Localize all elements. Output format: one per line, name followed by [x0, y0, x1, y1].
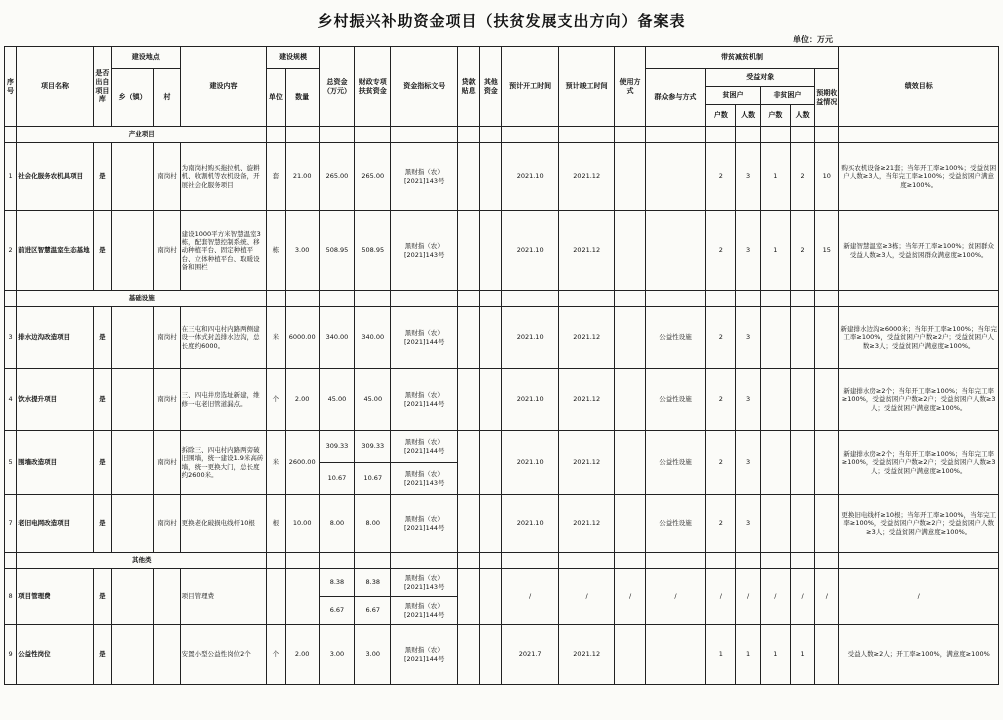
section-blank: [458, 553, 480, 569]
section-blank: [355, 127, 391, 143]
hdr-mechanism: 带贫减贫机制: [645, 47, 839, 69]
section-blank: [391, 553, 458, 569]
row-township: [111, 625, 153, 685]
row-township: [111, 369, 153, 431]
row-seq: 3: [5, 307, 17, 369]
row-poor-people: 1: [736, 625, 760, 685]
section-blank: [5, 127, 17, 143]
row-total: 8.00: [319, 495, 354, 553]
row-nonpoor-people: /: [790, 569, 814, 625]
row-unit: 栋: [267, 211, 285, 291]
section-blank: [839, 553, 999, 569]
section-blank: [645, 553, 706, 569]
hdr-doc: 资金指标文号: [391, 47, 458, 127]
row-content: 在三屯和四屯村内路两侧建设一体式封盖排水边沟，总长度约6000。: [180, 307, 267, 369]
row-in-library: 是: [93, 143, 111, 211]
row-seq: 7: [5, 495, 17, 553]
row-content: 为南岗村购买拖拉机、旋耕机、收割机等农机设备，开展社会化服务项目: [180, 143, 267, 211]
row-poor-people: 3: [736, 143, 760, 211]
row-end: 2021.12: [558, 431, 615, 495]
hdr-location: 建设地点: [111, 47, 180, 69]
section-blank: [760, 127, 790, 143]
row-usage: [615, 143, 645, 211]
row-village: 南岗村: [154, 143, 180, 211]
section-blank: [480, 127, 502, 143]
row-poor-people: /: [736, 569, 760, 625]
row-income: 15: [815, 211, 839, 291]
hdr-village: 村: [154, 69, 180, 127]
section-blank: [391, 127, 458, 143]
row-goal: 受益人数≥2人；开工率≥100%，满意度≥100%: [839, 625, 999, 685]
row-project-name: 围墙改造项目: [17, 431, 94, 495]
hdr-fiscal: 财政专项扶贫资金: [355, 47, 391, 127]
row-in-library: 是: [93, 369, 111, 431]
section-blank: [391, 291, 458, 307]
row-nonpoor-households: 1: [760, 211, 790, 291]
hdr-end: 预计竣工时间: [558, 47, 615, 127]
section-blank: [706, 127, 736, 143]
hdr-township: 乡（镇）: [111, 69, 153, 127]
row-nonpoor-households: [760, 495, 790, 553]
row-usage: [615, 307, 645, 369]
row-nonpoor-households: 1: [760, 143, 790, 211]
row-end: 2021.12: [558, 369, 615, 431]
row-start: /: [502, 569, 559, 625]
hdr-poor-households: 户数: [706, 105, 736, 127]
document-title: 乡村振兴补助资金项目（扶贫发展支出方向）备案表: [317, 12, 686, 30]
row-unit: 米: [267, 307, 285, 369]
row-fiscal-2: 6.67: [355, 597, 391, 625]
section-blank: [645, 127, 706, 143]
row-participation: 公益性设施: [645, 431, 706, 495]
row-usage: [615, 369, 645, 431]
row-content: 项目管理费: [180, 569, 267, 625]
row-participation: /: [645, 569, 706, 625]
row-loan: [458, 569, 480, 625]
row-end: 2021.12: [558, 625, 615, 685]
table-row: [5, 569, 999, 597]
hdr-qty: 数量: [285, 69, 319, 127]
row-poor-households: 2: [706, 369, 736, 431]
row-income: [815, 369, 839, 431]
section-blank: [480, 553, 502, 569]
row-poor-people: 3: [736, 211, 760, 291]
row-doc: 黑财指（农）[2021]144号: [391, 495, 458, 553]
row-usage: [615, 625, 645, 685]
row-other: [480, 143, 502, 211]
row-content: 更换老化破损电线杆10根: [180, 495, 267, 553]
row-end: 2021.12: [558, 143, 615, 211]
hdr-income: 预期收益情况: [815, 69, 839, 127]
row-total-2: 6.67: [319, 597, 354, 625]
hdr-other: 其他资金: [480, 47, 502, 127]
row-start: 2021.10: [502, 307, 559, 369]
section-row: [5, 291, 999, 307]
section-blank: [736, 127, 760, 143]
section-blank: [839, 291, 999, 307]
row-start: 2021.10: [502, 431, 559, 495]
section-blank: [319, 553, 354, 569]
hdr-name: 项目名称: [17, 47, 94, 127]
row-goal: 更换旧电线杆≥10根；当年开工率≥100%，当年完工率≥100%，受益贫困户户数≥2户；受益贫困户人数≥3人；受益贫困户满意度≥100%。: [839, 495, 999, 553]
row-township: [111, 569, 153, 625]
row-goal: 购买农机设备≥21套；当年开工率≥100%；受益贫困户人数≥3人，当年完工率≥100%；受益贫困户满意度≥100%。: [839, 143, 999, 211]
row-loan: [458, 143, 480, 211]
section-blank: [502, 553, 559, 569]
table-row: [5, 211, 999, 291]
row-total: 340.00: [319, 307, 354, 369]
row-qty: 2600.00: [285, 431, 319, 495]
section-blank: [355, 553, 391, 569]
section-blank: [615, 127, 645, 143]
hdr-goal: 绩效目标: [839, 47, 999, 127]
section-blank: [319, 291, 354, 307]
row-village: 南岗村: [154, 431, 180, 495]
section-blank: [558, 127, 615, 143]
section-title-infra: 基础设施: [17, 291, 267, 307]
row-in-library: 是: [93, 211, 111, 291]
row-total: 3.00: [319, 625, 354, 685]
section-title-industry: 产业项目: [17, 127, 267, 143]
row-nonpoor-people: 2: [790, 143, 814, 211]
row-unit: 个: [267, 369, 285, 431]
row-nonpoor-households: /: [760, 569, 790, 625]
section-blank: [558, 553, 615, 569]
row-other: [480, 569, 502, 625]
row-seq: 9: [5, 625, 17, 685]
section-blank: [790, 553, 814, 569]
row-doc: 黑财指（农）[2021]144号: [391, 307, 458, 369]
section-blank: [267, 291, 285, 307]
section-blank: [790, 127, 814, 143]
row-end: 2021.12: [558, 495, 615, 553]
row-total: 309.33: [319, 431, 354, 463]
row-seq: 1: [5, 143, 17, 211]
row-in-library: 是: [93, 431, 111, 495]
table-row: [5, 307, 999, 369]
row-poor-households: 2: [706, 211, 736, 291]
section-blank: [706, 291, 736, 307]
row-project-name: 公益性岗位: [17, 625, 94, 685]
section-blank: [815, 553, 839, 569]
row-doc: 黑财指（农）[2021]143号: [391, 569, 458, 597]
row-doc: 黑财指（农）[2021]143号: [391, 143, 458, 211]
row-goal: 新建排水房≥2个；当年开工率≥100%；当年完工率≥100%，受益贫困户户数≥2户；受益贫困户人数≥3人；受益贫困户满意度≥100%。: [839, 369, 999, 431]
row-poor-households: 1: [706, 625, 736, 685]
row-end: 2021.12: [558, 307, 615, 369]
table-row: [5, 495, 999, 553]
row-nonpoor-people: [790, 307, 814, 369]
section-blank: [285, 127, 319, 143]
table-row: [5, 143, 999, 211]
hdr-beneficiaries: 受益对象: [706, 69, 815, 87]
record-table: [4, 46, 999, 685]
row-usage: [615, 495, 645, 553]
hdr-start: 预计开工时间: [502, 47, 559, 127]
row-poor-households: 2: [706, 143, 736, 211]
row-nonpoor-people: 2: [790, 211, 814, 291]
row-fiscal: 508.95: [355, 211, 391, 291]
section-blank: [458, 291, 480, 307]
row-fiscal: 3.00: [355, 625, 391, 685]
row-village: [154, 625, 180, 685]
section-blank: [5, 291, 17, 307]
row-village: 南岗村: [154, 307, 180, 369]
row-total: 508.95: [319, 211, 354, 291]
row-village: 南岗村: [154, 211, 180, 291]
table-row: [5, 369, 999, 431]
row-end: /: [558, 569, 615, 625]
table-row: [5, 431, 999, 463]
row-doc-2: 黑财指（农）[2021]143号: [391, 463, 458, 495]
row-seq: 4: [5, 369, 17, 431]
section-blank: [355, 291, 391, 307]
row-fiscal: 309.33: [355, 431, 391, 463]
section-blank: [839, 127, 999, 143]
row-doc: 黑财指（农）[2021]143号: [391, 211, 458, 291]
row-qty: 6000.00: [285, 307, 319, 369]
row-loan: [458, 431, 480, 495]
section-blank: [615, 291, 645, 307]
row-loan: [458, 495, 480, 553]
row-nonpoor-people: 1: [790, 625, 814, 685]
row-project-name: 社会化服务农机具项目: [17, 143, 94, 211]
row-unit: 个: [267, 625, 285, 685]
row-poor-households: 2: [706, 495, 736, 553]
row-content: 安置小型公益性岗位2个: [180, 625, 267, 685]
hdr-nonpoor: 非贫困户: [760, 87, 814, 105]
row-nonpoor-households: [760, 369, 790, 431]
section-blank: [760, 291, 790, 307]
section-blank: [645, 291, 706, 307]
section-row: [5, 127, 999, 143]
row-in-library: 是: [93, 625, 111, 685]
row-qty: 2.00: [285, 369, 319, 431]
section-blank: [502, 127, 559, 143]
section-blank: [815, 127, 839, 143]
row-qty: 10.00: [285, 495, 319, 553]
section-blank: [558, 291, 615, 307]
section-blank: [285, 553, 319, 569]
row-participation: [645, 143, 706, 211]
row-nonpoor-people: [790, 495, 814, 553]
row-income: 10: [815, 143, 839, 211]
section-blank: [267, 553, 285, 569]
section-blank: [502, 291, 559, 307]
row-qty: 21.00: [285, 143, 319, 211]
row-project-name: 项目管理费: [17, 569, 94, 625]
section-blank: [480, 291, 502, 307]
row-total: 8.38: [319, 569, 354, 597]
row-content: 三、四屯井房选址新建，维修一屯老旧管道漏点。: [180, 369, 267, 431]
row-poor-people: 3: [736, 431, 760, 495]
row-other: [480, 307, 502, 369]
row-qty: [285, 569, 319, 625]
hdr-loan: 贷款贴息: [458, 47, 480, 127]
row-poor-households: 2: [706, 431, 736, 495]
row-poor-households: 2: [706, 307, 736, 369]
section-blank: [319, 127, 354, 143]
row-village: 南岗村: [154, 495, 180, 553]
row-participation: 公益性设施: [645, 307, 706, 369]
row-project-name: 老旧电网改造项目: [17, 495, 94, 553]
row-in-library: 是: [93, 307, 111, 369]
row-village: [154, 569, 180, 625]
hdr-seq: 序号: [5, 47, 17, 127]
row-in-library: 是: [93, 569, 111, 625]
row-township: [111, 307, 153, 369]
row-goal: 新建排水房≥2个；当年开工率≥100%；当年完工率≥100%，受益贫困户户数≥2户；受益贫困户人数≥3人；受益贫困户满意度≥100%。: [839, 431, 999, 495]
hdr-participation: 群众参与方式: [645, 69, 706, 127]
row-seq: 5: [5, 431, 17, 495]
section-blank: [5, 553, 17, 569]
hdr-nonpoor-people: 人数: [790, 105, 814, 127]
row-end: 2021.12: [558, 211, 615, 291]
unit-label: 单位：万元: [793, 35, 833, 44]
row-township: [111, 143, 153, 211]
row-seq: 2: [5, 211, 17, 291]
section-blank: [615, 553, 645, 569]
row-goal: /: [839, 569, 999, 625]
section-row: [5, 553, 999, 569]
row-doc: 黑财指（农）[2021]144号: [391, 431, 458, 463]
row-unit: 套: [267, 143, 285, 211]
row-start: 2021.10: [502, 495, 559, 553]
row-goal: 新建智慧温室≥3栋；当年开工率≥100%；贫困群众受益人数≥3人，受益贫困群众满意度≥100%。: [839, 211, 999, 291]
row-poor-people: 3: [736, 307, 760, 369]
row-total: 45.00: [319, 369, 354, 431]
row-fiscal: 265.00: [355, 143, 391, 211]
section-blank: [736, 291, 760, 307]
row-usage: [615, 211, 645, 291]
hdr-scale: 建设规模: [267, 47, 319, 69]
row-nonpoor-households: 1: [760, 625, 790, 685]
row-other: [480, 625, 502, 685]
row-nonpoor-people: [790, 431, 814, 495]
section-title-other: 其他类: [17, 553, 267, 569]
section-blank: [458, 127, 480, 143]
row-participation: [645, 625, 706, 685]
section-blank: [285, 291, 319, 307]
row-income: /: [815, 569, 839, 625]
row-total-2: 10.67: [319, 463, 354, 495]
row-income: [815, 495, 839, 553]
row-start: 2021.10: [502, 143, 559, 211]
section-blank: [736, 553, 760, 569]
row-village: 南岗村: [154, 369, 180, 431]
row-other: [480, 369, 502, 431]
hdr-poor-people: 人数: [736, 105, 760, 127]
row-income: [815, 307, 839, 369]
row-unit: 米: [267, 431, 285, 495]
section-blank: [706, 553, 736, 569]
row-qty: 3.00: [285, 211, 319, 291]
row-poor-households: /: [706, 569, 736, 625]
row-income: [815, 431, 839, 495]
row-fiscal: 8.38: [355, 569, 391, 597]
row-other: [480, 495, 502, 553]
row-in-library: 是: [93, 495, 111, 553]
row-participation: [645, 211, 706, 291]
hdr-nonpoor-households: 户数: [760, 105, 790, 127]
row-usage: [615, 431, 645, 495]
row-other: [480, 211, 502, 291]
row-township: [111, 431, 153, 495]
section-blank: [760, 553, 790, 569]
row-nonpoor-people: [790, 369, 814, 431]
hdr-content: 建设内容: [180, 47, 267, 127]
row-goal: 新建排水边沟≥6000米；当年开工率≥100%；当年完工率≥100%，受益贫困户户数≥2户；受益贫困户人数≥3人；受益贫困户满意度≥100%。: [839, 307, 999, 369]
row-total: 265.00: [319, 143, 354, 211]
row-doc-2: 黑财指（农）[2021]144号: [391, 597, 458, 625]
row-township: [111, 495, 153, 553]
row-nonpoor-households: [760, 431, 790, 495]
row-project-name: 前进区智慧温室生态基地: [17, 211, 94, 291]
row-seq: 8: [5, 569, 17, 625]
row-participation: 公益性设施: [645, 495, 706, 553]
row-start: 2021.10: [502, 211, 559, 291]
row-loan: [458, 625, 480, 685]
row-project-name: 排水边沟改造项目: [17, 307, 94, 369]
row-fiscal: 340.00: [355, 307, 391, 369]
row-start: 2021.7: [502, 625, 559, 685]
row-loan: [458, 211, 480, 291]
section-blank: [815, 291, 839, 307]
hdr-total: 总资金（万元）: [319, 47, 354, 127]
row-participation: 公益性设施: [645, 369, 706, 431]
hdr-poor: 贫困户: [706, 87, 760, 105]
row-loan: [458, 307, 480, 369]
row-doc: 黑财指（农）[2021]144号: [391, 625, 458, 685]
row-unit: 根: [267, 495, 285, 553]
row-project-name: 饮水提升项目: [17, 369, 94, 431]
row-fiscal: 8.00: [355, 495, 391, 553]
table-row: [5, 625, 999, 685]
row-nonpoor-households: [760, 307, 790, 369]
row-income: [815, 625, 839, 685]
row-unit: [267, 569, 285, 625]
row-content: 建设1000平方米智慧温室3栋，配套智慧控制系统、移动种植平台、固定种植平台、立体种植平台、取暖设备和围栏: [180, 211, 267, 291]
row-fiscal: 45.00: [355, 369, 391, 431]
row-township: [111, 211, 153, 291]
row-loan: [458, 369, 480, 431]
section-blank: [267, 127, 285, 143]
hdr-usage: 使用方式: [615, 47, 645, 127]
row-poor-people: 3: [736, 369, 760, 431]
hdr-lib: 是否出自项目库: [93, 47, 111, 127]
row-content: 拆除三、四屯村内路两旁破旧围墙，统一建设1.9米高砖墙，统一更换大门，总长度约2600米。: [180, 431, 267, 495]
section-blank: [790, 291, 814, 307]
hdr-scale-unit: 单位: [267, 69, 285, 127]
row-start: 2021.10: [502, 369, 559, 431]
row-usage: /: [615, 569, 645, 625]
row-poor-people: 3: [736, 495, 760, 553]
row-fiscal-2: 10.67: [355, 463, 391, 495]
row-qty: 2.00: [285, 625, 319, 685]
row-other: [480, 431, 502, 495]
row-doc: 黑财指（农）[2021]144号: [391, 369, 458, 431]
